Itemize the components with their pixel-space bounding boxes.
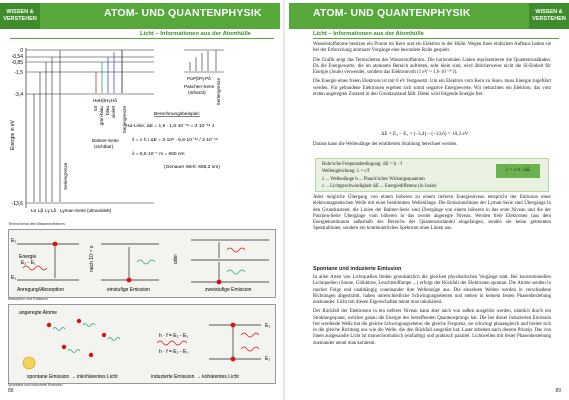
balmer-limit-label: Seriengrenze bbox=[122, 106, 127, 134]
figure-caption: Absorption und Emission bbox=[8, 297, 48, 301]
paragraph: Daraus kann die Wellenlänge der emittierten Strahlung berechnet werden. bbox=[313, 142, 458, 147]
example-line: (Genauer Wert: 656,2 nm) bbox=[164, 165, 220, 170]
right-page bbox=[285, 0, 569, 400]
energy-axis-label: Energie in eV bbox=[10, 119, 16, 150]
section-heading: Spontane und induzierte Emission bbox=[313, 266, 402, 272]
box-line: λ ... Wellenlänge h ... Planck'sches Wirkungsquantum bbox=[322, 177, 425, 182]
page-title: ATOM- UND QUANTENPHYSIK bbox=[104, 7, 262, 19]
paschen-line-label: Pα bbox=[187, 76, 193, 81]
wavelength-formula: λ = c·h / ΔE bbox=[496, 164, 540, 178]
formula-box bbox=[315, 158, 549, 192]
body-text-lower bbox=[313, 195, 551, 236]
lyman-limit-label: Seriengrenze bbox=[63, 162, 68, 190]
page-subtitle: Licht – Informationen aus der Atomhülle bbox=[140, 31, 251, 37]
two-step-caption: zweistufige Emission bbox=[205, 287, 252, 293]
balmer-line-label: Hδ bbox=[111, 98, 117, 103]
paragraph: Die Grafik zeigt das Termschema des Wasserstoffatoms. Die horizontalen Linien repräsentieren die Quantenzuständen. Da die Energiewerte, die im atomaren Bereich auftreten, sehr klein sind, wird üblicherweise nicht die SI-Einheit für Energie (Joule) verwendet, sondern das Elektronvolt (1 eV = 1,6·10⁻¹⁹ J). bbox=[313, 57, 551, 75]
balmer-line-label: Hα bbox=[93, 98, 99, 103]
level-e1: E₁ bbox=[11, 275, 17, 281]
paschen-limit-label: Seriengrenze bbox=[216, 78, 221, 106]
figure-caption: Termschema des Wasserstoffatoms bbox=[8, 222, 65, 226]
divider bbox=[313, 38, 559, 39]
balmer-color-label: rot bbox=[93, 106, 98, 112]
brand-logo: WISSEN & VERSTEHEN bbox=[529, 3, 569, 29]
hf-label: h · f = E₂ - E₁ bbox=[159, 349, 189, 355]
box-line: c ... Lichtgeschwindigkeit ΔE ... Energiedifferenz (in Joule) bbox=[322, 184, 437, 189]
figure-caption: Spontane und induzierte Emission bbox=[8, 383, 63, 387]
paragraph: Der Rückfall der Elektronen in ein tieferes Niveau kann aber auch von außen ausgelöst werden, nämlich durch ein Strahlungsquant, welches genau die Energie des betreffenden Quantensprungs hat. Die bei dieser induzierten Emission frei werdende Welle hat die gleiche Schwingungsebene, die gleiche Frequenz, sie schwingt phasengleich und breitet sich in die gleiche Richtung aus wie die Welle, die den Rückfall ausgelöst hat. Laser arbeiten nach diesem Prinzip. Das von ihnen ausgesandte Licht ist monochromatisch (einfarbig) und praktisch parallel. Lichtwellen mit fester Phasenbeziehung zueinander nennt man kohärent. bbox=[313, 309, 551, 346]
term-scheme-diagram bbox=[4, 40, 280, 226]
level-e2: E₂ bbox=[11, 238, 17, 244]
delay-label: nach 10⁻⁸ s bbox=[89, 245, 95, 272]
brand-logo: WISSEN & VERSTEHEN bbox=[0, 3, 40, 29]
paschen-series-label: Paschen-Serie bbox=[184, 84, 215, 89]
lyman-line-label: Lβ bbox=[38, 208, 44, 213]
paschen-series-sub: (Infrarot) bbox=[188, 90, 206, 95]
box-line: Wellengleichung: λ = c/f bbox=[322, 169, 370, 174]
or-label: oder bbox=[173, 253, 179, 264]
excited-atoms-label: angeregte Atome bbox=[19, 310, 58, 316]
example-title: Berechnungsbeispiel: bbox=[154, 112, 200, 117]
example-line: λ = 6,6·10⁻⁷ m = 660 nm bbox=[132, 152, 185, 157]
energy-diff-label: E₂ - E₁ bbox=[21, 260, 36, 266]
box-line: Bohr'sche Frequenzbedingung: ΔE = h · f bbox=[322, 162, 402, 167]
balmer-color-label: grün-blau bbox=[99, 106, 104, 126]
energy-label: Energie bbox=[19, 254, 37, 260]
divider bbox=[10, 38, 274, 39]
absorption-panel bbox=[8, 229, 276, 298]
balmer-series-label: Balmer-Serie bbox=[92, 138, 119, 143]
paschen-line-label: Pγ bbox=[199, 76, 205, 81]
example-line: λ = c·h / ΔE = 3·10⁸ · 6,6·10⁻³⁴ / 3·10⁻¹⁹ bbox=[132, 138, 218, 143]
page-title: ATOM- UND QUANTENPHYSIK bbox=[313, 7, 471, 19]
body-text-bottom bbox=[313, 275, 551, 350]
paragraph: Jeder mögliche Übergang von einem höheren zu einem tieferen Energieniveau entspricht der Emission einer elektromagnetischen Welle mit einer bestimmten Wellenlänge. Die Emissionslinien der Lyman-Serie sind Übergänge in den Grundzustand, die Linien der Balmer-Serie sind Übergänge von einem höheren in das erste Niveau und die der Paschen-Serie Übergänge vom höheren in das zweite angeregte Niveau. Werden freie Elektronen (aus dem Energiekontinuum außerhalb des Bereichs der Quantenzustände) eingefangen, senden sie keine getrennten Spektrallinien, sondern ein kontinuierliches Spektrum ohne Linien aus. bbox=[313, 195, 551, 232]
paschen-line-label: Pβ bbox=[193, 76, 199, 81]
page-number: 89 bbox=[555, 388, 561, 394]
absorption-emission-diagram bbox=[9, 230, 275, 297]
page-number: 88 bbox=[8, 388, 14, 394]
page-subtitle: Licht – Informationen aus der Atomhülle bbox=[313, 31, 424, 37]
balmer-color-label: violett bbox=[111, 106, 116, 119]
lyman-line-label: Lγ bbox=[45, 208, 50, 213]
paschen-line-label: Pδ bbox=[205, 76, 211, 81]
emission-diagram bbox=[9, 305, 275, 383]
level-label: 0 bbox=[20, 48, 23, 54]
body-text-mid bbox=[313, 142, 551, 151]
emission-panel bbox=[8, 304, 276, 384]
level-e2: E₂ bbox=[265, 323, 271, 329]
single-emission-caption: einstufige Emission bbox=[107, 287, 151, 293]
left-page bbox=[0, 0, 284, 400]
lyman-series-label: Lyman-Serie (ultraviolett) bbox=[60, 208, 112, 213]
balmer-series-sub: (sichtbar) bbox=[94, 144, 114, 149]
lyman-line-label: Lδ bbox=[51, 208, 57, 213]
level-label: -13,6 bbox=[11, 201, 23, 207]
lyman-line-label: Lα bbox=[31, 208, 37, 213]
body-text-top bbox=[313, 42, 551, 101]
level-label: -3,4 bbox=[14, 92, 23, 98]
paragraph: In allen Arten von Lichtquellen finden grundsätzlich die gleichen physikalischen Vorgänge statt. Bei konventionellen Lichtquellen (Sonne, Glühbirne, Leuchtstoffampe ...) erfolgt der Rückfall der Elektronen spontan. Die Atome senden in rascher Folge und unabhängig voneinander ihre Wellenzüge aus. Die einzelnen Wellen werden in verschiedene Richtungen abgestrahlt, haben unterschiedliche Schwingungsebenen und stehen in keinem festen Phasenbeziehung zueinander. Licht mit diesen Eigenschaften nennt man inkohärent. bbox=[313, 275, 551, 305]
level-label: -0,54 bbox=[11, 54, 23, 60]
level-label: -1,5 bbox=[14, 70, 23, 76]
absorption-caption: Anregung/Absorption bbox=[17, 287, 64, 293]
hf-label: h · f = E₂ - E₁ bbox=[159, 333, 189, 339]
paragraph: Die Energie eines freien Elektrons ist mit 0 eV festgesetzt. Um ein Elektron vom Kern zu lösen, muss Energie zugeführt werden. Für gebundene Elektronen ergeben sich somit negative Energiewerte. Wir betrachten ein Elektron, das vom ersten angeregten Zustand in den Grundzustand fällt. Dabei wird folgende Energie frei: bbox=[313, 79, 551, 97]
example-line: Hα-Linie: ΔE = 1,9 · 1,6·10⁻¹⁹ = 3·10⁻¹⁹ J bbox=[126, 124, 215, 129]
balmer-line-label: Hβ bbox=[99, 98, 105, 103]
energy-formula: ΔE = E₂ – E₁ = (–3,4) – (–13,6) = 10,2 eV bbox=[381, 131, 469, 137]
level-label: -0,85 bbox=[11, 60, 23, 66]
induced-caption: induzierte Emission → kohärentes Licht bbox=[151, 374, 239, 380]
spontaneous-caption: spontane Emission → inkohärentes Licht bbox=[27, 374, 118, 380]
balmer-line-label: Hγ bbox=[105, 98, 111, 103]
balmer-color-label: blau bbox=[105, 106, 110, 115]
level-e1: E₁ bbox=[265, 356, 271, 362]
paragraph: Wasserstoffatome besitzen ein Proton im Kern und ein Elektron in der Hülle. Wegen ihres einfachen Aufbaus hatten sie bei der Erforschung atomarer Vorgänge eine besondere Rolle gespielt. bbox=[313, 42, 551, 54]
